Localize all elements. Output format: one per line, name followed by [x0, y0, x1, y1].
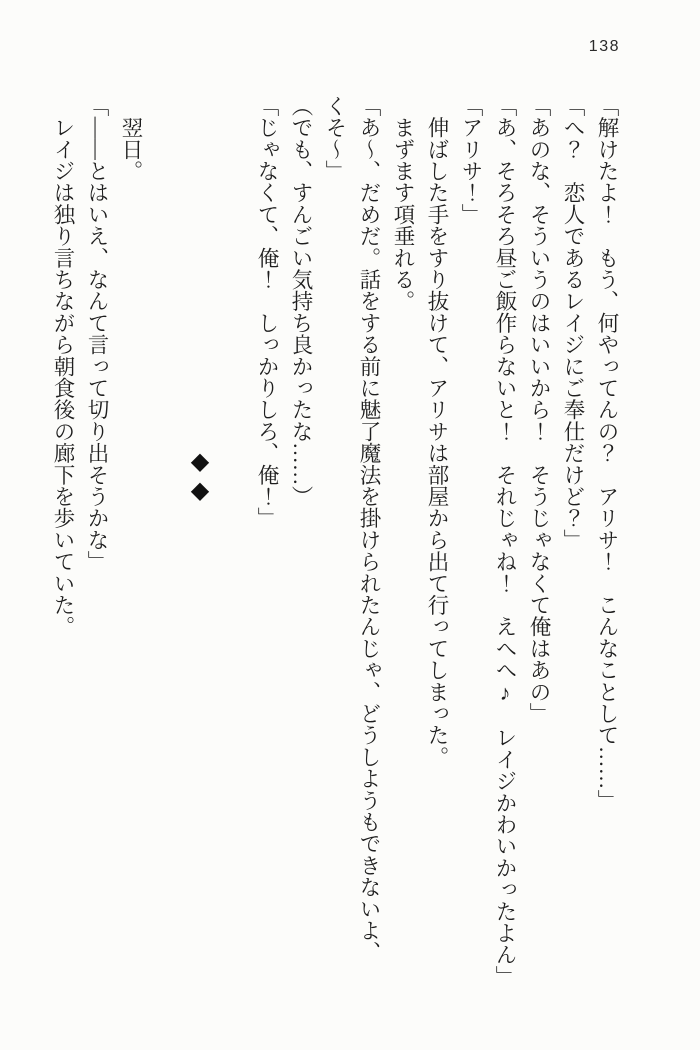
thought-line: （でも、すんごい気持ち良かったな……）: [289, 95, 313, 508]
narration-line: 伸ばした手をすり抜けて、アリサは部屋から出て行ってしまった。: [425, 95, 449, 768]
dialogue-line: 「――とはいえ、なんて言って切り出そうかな」: [85, 95, 109, 573]
dialogue-line: 「へ？ 恋人であるレイジにご奉仕だけど？」: [561, 95, 585, 551]
page-number: 138: [588, 38, 620, 55]
narration-line: まずます項垂れる。: [391, 95, 415, 312]
section-divider-diamonds-icon: ◆◆: [186, 447, 212, 505]
dialogue-line: 「アリサ！」: [459, 95, 483, 226]
dialogue-line: 「解けたよ！ もう、何やってんの？ アリサ！ こんなことして……」: [595, 95, 619, 812]
narration-line: 翌日。: [119, 95, 143, 182]
dialogue-line: 「じゃなくて、俺！ しっかりしろ、俺！」: [255, 95, 279, 529]
dialogue-line-continuation: くそ〜」: [323, 95, 347, 182]
dialogue-line: 「あのな、そういうのはいいから！ そうじゃなくて俺はあの」: [527, 95, 551, 725]
dialogue-line: 「あ、そろそろ昼ご飯作らないと！ それじゃね！ えへへ♪ レイジかわいかったよん」: [493, 95, 517, 988]
text-block: [46, 95, 624, 990]
narration-line: レイジは独り言ちながら朝食後の廊下を歩いていた。: [51, 95, 75, 638]
dialogue-line: 「あ〜、だめだ。話をする前に魅了魔法を掛けられたんじゃ、どうしようもできないよ、: [357, 95, 381, 963]
